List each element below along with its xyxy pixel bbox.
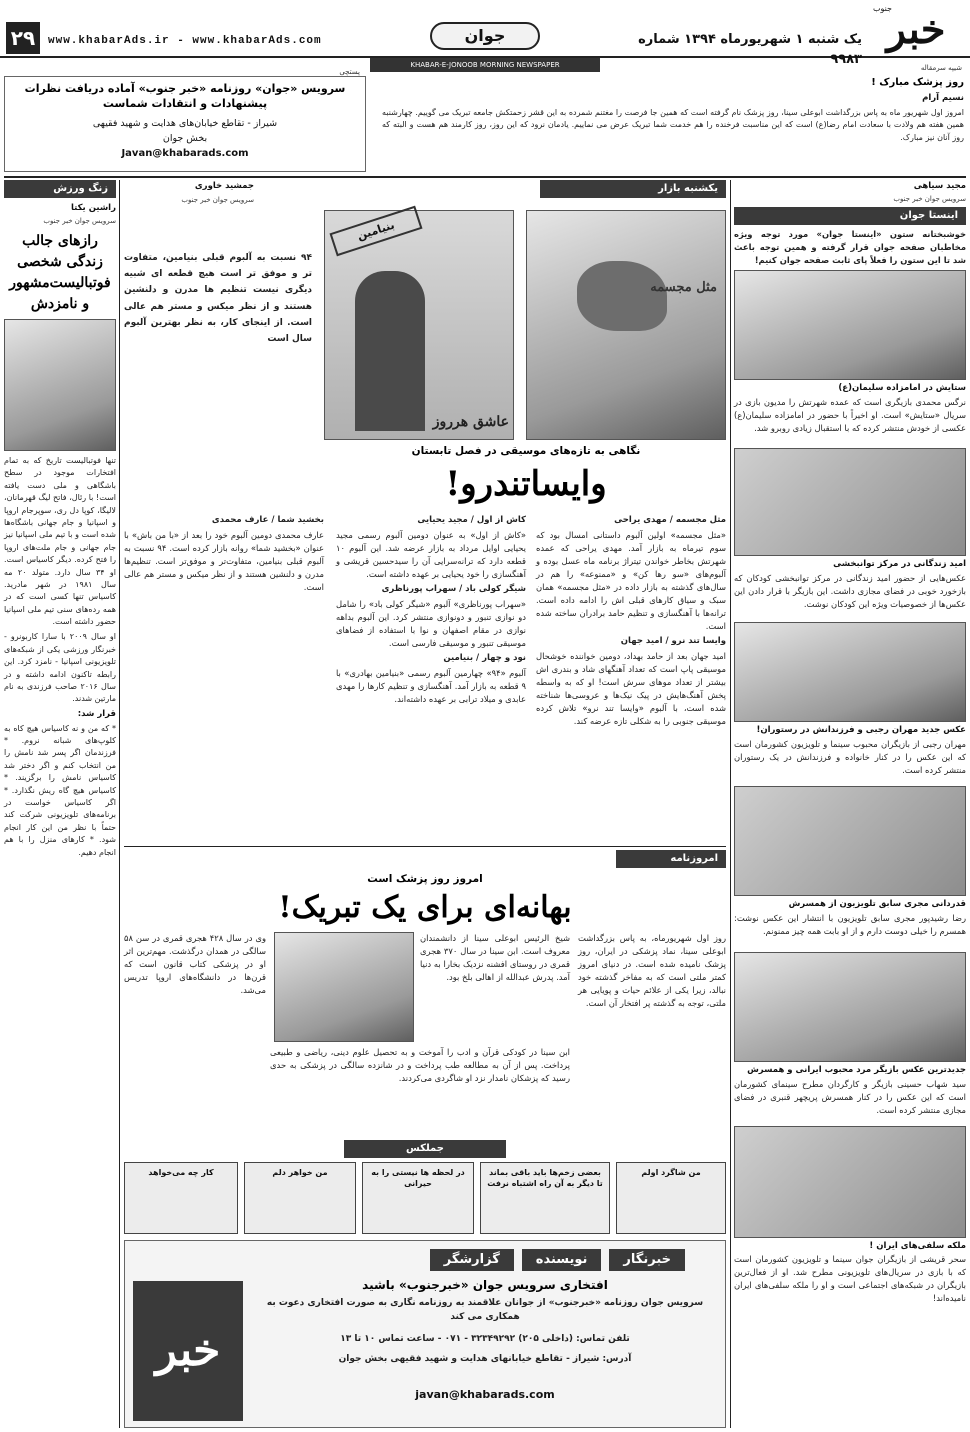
music-sub-2: وایسا تند نرو / امید جهان [620, 636, 726, 647]
rock-shape [577, 261, 667, 331]
music-kicker: نگاهی به تازه‌های موسیقی در فصل تابستان [411, 445, 641, 457]
sport-subhead: قرار شد: [77, 708, 116, 719]
insta-photo-5 [734, 952, 966, 1062]
music-pullquote: ۹۴ نسبت به آلبوم قبلی بنیامین، متفاوت تر و موفق تر است هیچ قطعه ای شبیه دیگری نیست تنظیم ها مدرن و دلنشین هستند و از نظر میکس و مستر هم عالی است. از اینجای کار، به نظر بهترین آلبوم سال است [124, 253, 312, 344]
role-correspondent: گزارشگر [430, 1249, 514, 1271]
music-text-1: «مثل مجسمه» اولین آلبوم داستانی امسال بود که سوم تیرماه به بازار آمد. مهدی یراحی که عمده شهرتش بخاطر خواندن تیتراژ برنامه ماه عسل بوده و آلبوم‌های «سو رها کن» و «ممنوعه» را هم در سال‌های گذشته به بازار داده در «مثل مجسمه» همان سبک و سیاق کارهای قبلی اش را ادامه داده است. ترانه‌ها با آهنگسازی و تنظیم حامد برادران ساخته شده است. [536, 529, 726, 631]
sport-list: * که من و نه کاسیاس هیچ کاه به کلوپ‌های شبانه نروم. * فرزندمان اگر پسر شد نامش را من انتخاب کنم و اگر دختر شد کاسیاس نامش را برگزیند. * کاسیاس هیچ گاه ریش نگذارد. * اگر کاسیاس خواست در برنامه‌های تلویزیونی شرکت کند حتماً با نظر من این کار انجام شود. * کارهای منزل را با هم انجام دهیم. [4, 723, 116, 857]
music-text-4: «سهراب پورناظری» آلبوم «شیگر کولی باد» را شامل دو نوازی تنبور و دونوازی منتشر کرد. این آلبوم بداهه نوازی در مقام اصفهان و نوا با استفاده از فضاهای موسیقی تنبور و موسیقی فارسی است. [336, 598, 526, 648]
today-kicker: امروز روز پزشک است [367, 873, 483, 885]
music-article [124, 180, 726, 842]
insta-photo-4 [734, 786, 966, 896]
music-text-2: امید جهان بعد از حامد بهداد، دومین خواننده خوشحال موسیقی پاپ است که تعداد آهنگهای شاد و بندری اش بیشتر از تعداد موهای سرش است! او که به واسطه پخش آهنگ‌هایش در پیک نیک‌ها و عروسی‌ها شناخته شده است، با آلبوم «وایسا تند نرو» تلاش کرده موسیقی جنوبی را به شکلی تازه عرضه کند. [536, 650, 726, 726]
today-headline: بهانه‌ای برای یک تبریک! [278, 890, 572, 925]
service-email[interactable]: Javan@khabarads.com [121, 147, 249, 159]
music-sub-5: نود و چهار / بنیامین [443, 652, 526, 663]
insta-column [734, 180, 966, 1428]
sport-column [4, 180, 116, 1428]
today-article [124, 850, 726, 1136]
jamalaks-ad-4: من خواهر دلم [244, 1162, 356, 1234]
insta-text-2: عکس‌هایی از حضور امید زندگانی در مرکز توانبخشی کودکان که بازخورد خوبی در فضای مجازی داشت. این بازیگر با قرار دادن این عکس‌ها از خصوصیات ویژه این کودکان نوشت. [734, 572, 966, 609]
album-cover-2 [324, 210, 514, 440]
service-dept: بخش جوان [162, 132, 208, 144]
masthead-strip: KHABAR-E-JONOOB MORNING NEWSPAPER [370, 58, 600, 72]
insta-text-1: نرگس محمدی بازیگری است که عمده شهرتش را مدیون بازی در سریال «ستایش» است. او اخیراً با حضور در امامزاده سلیمان(ع) عکسی از خودش منتشر کرده که با استقبال زیادی روبرو شد. [734, 396, 966, 433]
column-divider [119, 180, 120, 1428]
sport-photo [4, 319, 116, 451]
insta-text-6: سحر قریشی از بازیگران جوان سینما و تلویزیون کشورمان است که با بازی در سریال‌های تلویزیونی مطرح شد. او از فعال‌ترین بازیگران در شبکه‌های اجتماعی است و او را ملکه سلفی‌های ایران نامیده‌اند! [734, 1254, 966, 1304]
stethoscope-photo [274, 932, 414, 1042]
singer-figure [355, 271, 425, 431]
recruit-logo: خبر [133, 1281, 243, 1421]
recruit-phone: تلفن تماس: (داخلی ۲۰۵) ۳۲۳۴۹۲۹۲ - ۰۷۱ - ساعت تماس ۱۰ تا ۱۳ [340, 1334, 630, 1344]
album-cover-title-1: مثل مجسمه [650, 280, 717, 295]
insta-photo-1 [734, 270, 966, 380]
issue-date: یک شنبه ۱ شهریورماه ۱۳۹۴ شماره ۹۹۸۳ [638, 32, 862, 67]
music-sub-3: کاش از اول / مجید یحیایی [417, 515, 526, 525]
today-text-3: ابن سینا در کودکی قرآن و ادب را آموخت و به تحصیل علوم دینی، ریاضی و طبیعی پرداخت. پس از آن به مطالعه طب پرداخت و در شانزده سالگی در پزشکی به حدی رسید که پزشکان نامدار نزد او شاگردی می‌کردند. [270, 1047, 570, 1084]
jamalaks-strip [124, 1140, 726, 1236]
jamalaks-ad-5: کار چه می‌خواهد [124, 1162, 238, 1234]
recruit-address: آدرس: شیراز - تقاطع خیابانهای هدایت و شهید فقیهی بخش جوان [338, 1354, 632, 1364]
divider [124, 846, 726, 847]
divider [4, 176, 966, 178]
music-headline: وایساتندرو! [445, 464, 607, 504]
jamalaks-ad-1: من شاگرد اولم [616, 1162, 726, 1234]
jamalaks-ad-3: در لحظه ها نیستی را به حیرانی [362, 1162, 474, 1234]
music-sub-1: مثل مجسمه / مهدی یراحی [614, 515, 726, 525]
today-text-1: روز اول شهریورماه، به پاس بزرگداشت ابوعلی سینا، نماد پزشکی در ایران، روز پزشک نامیده شده است. در دنیای امروز کمتر ملتی است که به مفاخر گذشته خود نبالد، زیرا یکی از علائم حیات و پویایی هر ملتی، توجه به گذشته پر افتخار آن است. [578, 933, 726, 1009]
editorial-text: امروز اول شهریور ماه به پاس بزرگداشت ابوعلی سینا، روز پزشک نام گرفته است که همین جا فرصت را مغتنم شمرده به این قشر زحمتکش جامعه تبریک می گوییم. چهارشنبه همین هفته هم ولادت با سعادت امام رضا(ع) است که این مناسبت فرخنده را هم خدمت شما تبریک عرض می نماییم. یادمان نرود که این روز، روز کارمند هم هست و البته که روز آنان نیز مبارک. [382, 108, 964, 142]
music-author-role: سرویس جوان خبر جنوب [181, 196, 254, 204]
today-text-4: وی در سال ۴۲۸ هجری قمری در سن ۵۸ سالگی در همدان درگذشت. مهم‌ترین اثر او در پزشکی کتاب قانون است که قرن‌ها در دانشگاه‌های اروپا تدریس می‌شد. [124, 933, 267, 996]
right-column-label: شیپه سرمقاله [920, 64, 962, 72]
sport-title: رازهای جالب زندگی شخصی فوتبالیست‌مشهور و نامزدش [9, 233, 111, 312]
music-text-3: «کاش از اول» به عنوان دومین آلبوم رسمی مجید یحیایی اوایل مرداد به بازار عرضه شد. این آلبوم ۱۰ قطعه دارد که ترانه‌سرایی آن را سیدحسین قریشی و آهنگسازی را خود یحیایی بر عهده داشته است. [336, 529, 526, 579]
editorial-box [382, 76, 964, 172]
sport-text1: تنها فوتبالیست تاریخ که به تمام افتخارات موجود در سطح باشگاهی و ملی دست یافته است! با رئال، فاتح لیگ قهرمانان، لالیگا، کوپا دل ری، سوپرجام اروپا و اسپانیا و جام جهانی باشگاه‌ها شده است و با تیم ملی اسپانیا نیز جام جهانی و جام ملت‌های اروپا را فتح کرده. دیگر کاسیاس است. او ۳۴ سال دارد. متولد ۲۰ مه سال ۱۹۸۱ در شهر مادرید. کاسیاس تنها کسی است که در همه رده‌های سنی تیم ملی اسپانیا حضور داشته است. [4, 456, 116, 627]
music-text-6: عارف محمدی دومین آلبوم خود را بعد از «با من باش» با عنوان «بخشید شما» روانه بازار کرده است. ۹۴ نسبت به آلبوم قبلی بنیامین، متفاوت‌تر و موفق‌تر است. تنظیم‌ها مدرن و دلنشین هستند و از نظر میکس و مستر هم عالی است. [124, 529, 325, 592]
music-column-1 [536, 512, 726, 842]
service-address: شیراز - تقاطع خیابان‌های هدایت و شهید فقیهی [92, 117, 278, 129]
music-sub-6: بخشید شما / عارف محمدی [211, 515, 324, 525]
insta-intro: خوشبختانه ستون «اینستا جوان» مورد توجه ویژه مخاطبان صفحه جوان قرار گرفته و همین توجه باعث شد تا این ستون را فعلاً پای ثابت صفحه جوان کنیم! [734, 229, 966, 266]
insta-caption-6: ملکه سلفی‌های ایران ! [869, 1240, 966, 1251]
sport-text2: او سال ۲۰۰۹ با سارا کاربونرو - خبرنگار ورزشی یکی از شبکه‌های تلویزیونی اسپانیا - نامزد کرد. این رابطه تاکنون ادامه داشته و در سال ۲۰۱۶ صاحب فرزندی به نام مارتین شدند. [4, 632, 117, 704]
recruit-title: افتخاری سرویس جوان «خبرجنوب» باشید [362, 1278, 608, 1292]
page-number: ۲۹ [6, 22, 40, 54]
sport-author: راشین یکتا [70, 203, 116, 213]
insta-text-5: سید شهاب حسینی بازیگر و کارگردان مطرح سینمای کشورمان است که این عکس را در کنار همسرش پریچهر قنبری در فضای مجازی منتشر کرده است. [734, 1078, 966, 1115]
insta-caption-5: جدیدترین عکس بازیگر مرد محبوب ایرانی و همسرش [747, 1064, 966, 1075]
album-stamp: بنیامین [329, 206, 422, 257]
left-column-label: پستچی [339, 68, 360, 76]
sport-bar: زنگ ورزش [4, 180, 116, 198]
insta-bar: اینستا جوان [734, 207, 966, 225]
album-cover-1 [526, 210, 726, 440]
today-text-2: شیخ الرئیس ابوعلی سینا از دانشمندان معروف است. ابن سینا در سال ۳۷۰ هجری قمری در روستای افشنه نزدیک بخارا به دنیا آمد. پدرش عبدالله از اهالی بلخ بود. [420, 933, 570, 983]
insta-caption-3: عکس جدید مهران رجبی و فرزندانش در رستوران! [756, 724, 966, 735]
music-text-5: آلبوم «۹۴» چهارمین آلبوم رسمی «بنیامین بهادری» با ۹ قطعه به بازار آمد. آهنگسازی و تنظیم کارها را مهدی عابدی و میلاد ترابی بر عهده داشته‌اند. [336, 667, 526, 704]
music-bar: یکشنبه بازار [540, 180, 726, 198]
service-box [4, 76, 366, 172]
insta-caption-2: امید زندگانی در مرکز توانبخشی [833, 558, 966, 569]
today-bar: امروزنامه [616, 850, 726, 868]
music-sub-4: شیگر کولی باد / سهراب پورناظری [381, 583, 526, 594]
role-reporter: خبرنگار [609, 1249, 685, 1271]
recruit-email[interactable]: javan@khabarads.com [415, 1388, 555, 1401]
editorial-author: نسیم آرام [922, 93, 964, 103]
logo-subtitle: جنوب [872, 4, 892, 13]
insta-text-3: مهران رجبی از بازیگران محبوب سینما و تلویزیون کشورمان است که این عکس را در کنار خانواده و فرزندانش در یک رستوران منتشر کرده است. [734, 738, 966, 775]
recruit-box [124, 1240, 726, 1428]
music-author: جمشید خاوری [194, 181, 254, 191]
website-url[interactable]: www.khabarAds.ir - www.khabarAds.com [48, 35, 322, 47]
insta-caption-1: ستایش در امامزاده سلیمان(ع) [838, 383, 966, 394]
sport-author-role: سرویس جوان خبر جنوب [43, 217, 116, 225]
recruit-roles [430, 1249, 685, 1271]
newspaper-logo: خبر [886, 6, 946, 53]
role-writer: نویسنده [522, 1249, 602, 1271]
music-column-3 [124, 512, 324, 842]
insta-photo-2 [734, 448, 966, 556]
insta-text-4: رضا رشیدپور مجری سابق تلویزیون با انتشار این عکس نوشت: همسرم را خیلی دوست دارم و از او بابت همه چیز ممنونم. [734, 912, 966, 936]
insta-photo-3 [734, 622, 966, 722]
editorial-title: روز پزشک مبارک ! [871, 77, 964, 88]
insta-caption-4: قدردانی مجری سابق تلویزیون از همسرش [788, 898, 966, 909]
service-title: سرویس «جوان» روزنامه «خبر جنوب» آماده دریافت نظرات پیشنهادات و انتقادات شماست [24, 82, 346, 111]
music-column-2 [336, 512, 526, 842]
insta-photo-6 [734, 1126, 966, 1238]
insta-author-role: سرویس جوان خبر جنوب [893, 195, 966, 203]
column-divider [730, 180, 731, 1428]
insta-author: مجید سیاهی [913, 181, 966, 191]
jamalaks-bar: جملکس [344, 1140, 506, 1158]
album-cover-title-2: عاشق هرروز [432, 414, 509, 430]
section-title: جوان [430, 22, 540, 50]
recruit-text: سرویس جوان روزنامه «خبرجنوب» از جوانان علاقمند به روزنامه نگاری به صورت افتخاری دعوت به همکاری می کند [266, 1298, 704, 1322]
jamalaks-ad-2: بعضی زخم‌ها باید باقی بماند تا دیگر به آن راه اشتباه نرفت [480, 1162, 610, 1234]
